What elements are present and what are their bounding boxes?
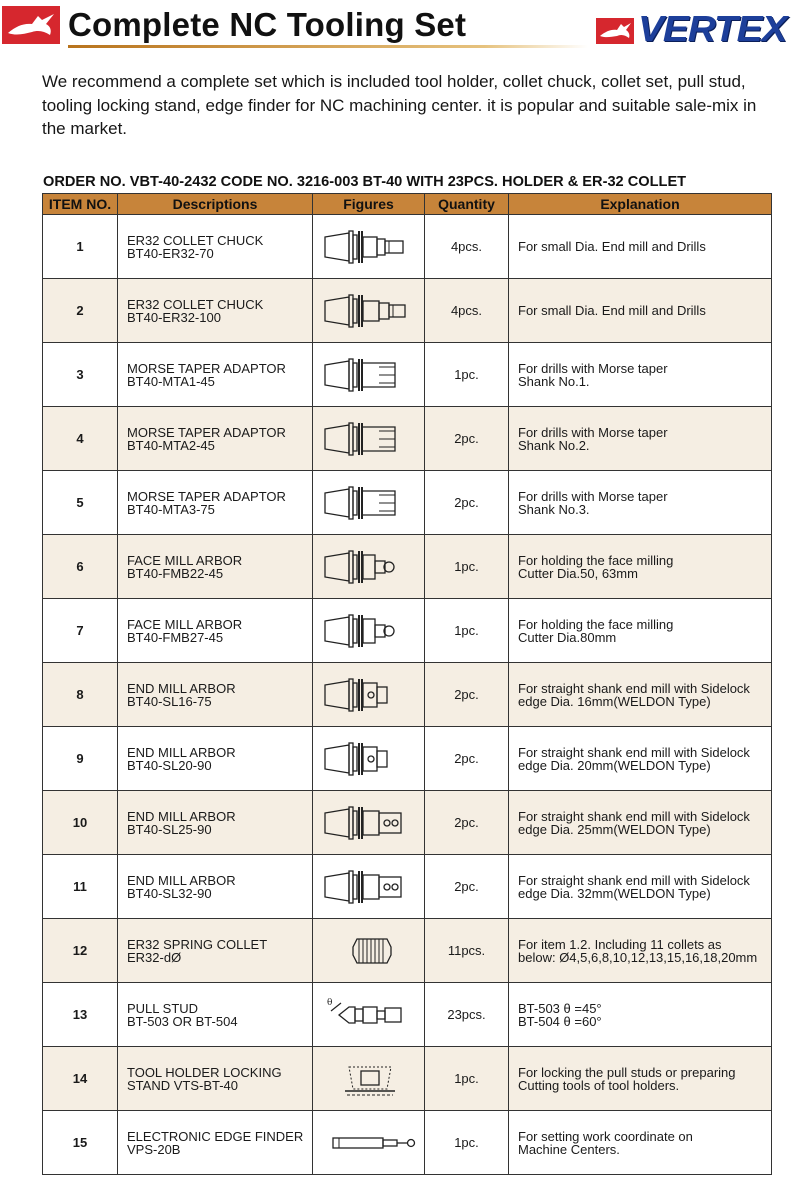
- item-explanation-line-2: edge Dia. 25mm(WELDON Type): [518, 821, 711, 837]
- item-number: 12: [43, 919, 118, 983]
- item-explanation-line-1: For item 1.2. Including 11 collets as: [518, 936, 722, 952]
- item-explanation-line-2: Cutter Dia.50, 63mm: [518, 565, 638, 581]
- item-figure: [313, 855, 425, 919]
- item-explanation-line-1: For drills with Morse taper: [518, 488, 668, 504]
- item-description-line-1: FACE MILL ARBOR: [127, 552, 243, 568]
- item-quantity: 11pcs.: [425, 919, 509, 983]
- item-description-line-2: BT-503 OR BT-504: [127, 1013, 238, 1029]
- item-figure: [313, 599, 425, 663]
- item-description-line-2: BT40-SL25-90: [127, 821, 212, 837]
- item-quantity: 1pc.: [425, 599, 509, 663]
- item-number: 2: [43, 279, 118, 343]
- item-number: 3: [43, 343, 118, 407]
- item-explanation-line-2: Cutter Dia.80mm: [518, 629, 617, 645]
- item-quantity: 2pc.: [425, 791, 509, 855]
- item-description-line-2: BT40-MTA3-75: [127, 501, 215, 517]
- item-description: [118, 1047, 313, 1111]
- item-explanation-line-1: For holding the face milling: [518, 552, 674, 568]
- item-number: 11: [43, 855, 118, 919]
- item-explanation-line-2: Cutting tools of tool holders.: [518, 1077, 680, 1093]
- item-description-line-1: TOOL HOLDER LOCKING: [127, 1064, 282, 1080]
- item-explanation: [509, 279, 772, 343]
- item-explanation-line-1: For straight shank end mill with Sidelock: [518, 744, 750, 760]
- item-figure: [313, 407, 425, 471]
- item-description-line-1: MORSE TAPER ADAPTOR: [127, 424, 286, 440]
- vertex-eagle-icon: [596, 16, 636, 46]
- end-mill-arbor-wide-icon: [319, 863, 419, 911]
- table-row: [43, 471, 772, 535]
- item-explanation-line-1: For locking the pull studs or preparing: [518, 1064, 736, 1080]
- item-explanation-line-1: For straight shank end mill with Sidelock: [518, 680, 750, 696]
- item-description: [118, 279, 313, 343]
- item-description: [118, 983, 313, 1047]
- item-quantity: 1pc.: [425, 1047, 509, 1111]
- item-description: [118, 727, 313, 791]
- item-figure: [313, 791, 425, 855]
- item-figure: [313, 279, 425, 343]
- item-explanation: [509, 215, 772, 279]
- item-explanation-line-1: For straight shank end mill with Sidelock: [518, 872, 750, 888]
- item-explanation-line-2: edge Dia. 16mm(WELDON Type): [518, 693, 711, 709]
- item-explanation-line-2: Shank No.2.: [518, 437, 590, 453]
- item-number: 6: [43, 535, 118, 599]
- intro-paragraph: We recommend a complete set which is included tool holder, collet chuck, collet set, pull stud, tooling locking stand, edge finder for NC machining center. it is popular and suitable sale-mix in the market.: [42, 72, 757, 138]
- table-header-row: [43, 194, 772, 215]
- item-quantity: 2pc.: [425, 727, 509, 791]
- morse-taper-adaptor-icon: [319, 479, 419, 527]
- item-description-line-1: FACE MILL ARBOR: [127, 616, 243, 632]
- item-description-line-1: ER32 COLLET CHUCK: [127, 296, 264, 312]
- column-header-figures: Figures: [313, 194, 425, 215]
- spring-collet-icon: [319, 927, 419, 975]
- item-explanation-line-1: For holding the face milling: [518, 616, 674, 632]
- item-figure: [313, 215, 425, 279]
- eagle-logo-icon: [2, 6, 60, 44]
- face-mill-arbor-icon: [319, 543, 419, 591]
- tooling-table: [42, 193, 772, 1175]
- item-explanation: [509, 1047, 772, 1111]
- item-quantity: 1pc.: [425, 1111, 509, 1175]
- column-header-explanation: Explanation: [509, 194, 772, 215]
- item-description-line-2: STAND VTS-BT-40: [127, 1077, 239, 1093]
- item-description: [118, 663, 313, 727]
- item-description: [118, 1111, 313, 1175]
- item-description-line-2: BT40-FMB27-45: [127, 629, 224, 645]
- item-explanation-line-1: For drills with Morse taper: [518, 360, 668, 376]
- item-figure: [313, 1111, 425, 1175]
- item-figure: [313, 663, 425, 727]
- item-quantity: 4pcs.: [425, 279, 509, 343]
- item-description-line-2: BT40-SL16-75: [127, 693, 212, 709]
- item-description-line-2: VPS-20B: [127, 1141, 181, 1157]
- item-explanation: [509, 535, 772, 599]
- item-figure: [313, 983, 425, 1047]
- item-quantity: 2pc.: [425, 471, 509, 535]
- item-description: [118, 599, 313, 663]
- item-explanation-line-2: edge Dia. 20mm(WELDON Type): [518, 757, 711, 773]
- face-mill-arbor-icon: [319, 607, 419, 655]
- table-row: [43, 983, 772, 1047]
- item-description-line-2: ER32-dØ: [127, 949, 182, 965]
- edge-finder-icon: [319, 1119, 419, 1167]
- locking-stand-icon: [319, 1055, 419, 1103]
- item-quantity: 1pc.: [425, 343, 509, 407]
- item-description-line-1: PULL STUD: [127, 1000, 199, 1016]
- item-number: 1: [43, 215, 118, 279]
- table-row: [43, 407, 772, 471]
- table-row: [43, 855, 772, 919]
- table-row: [43, 599, 772, 663]
- pull-stud-icon: [319, 991, 419, 1039]
- item-number: 13: [43, 983, 118, 1047]
- item-description-line-2: BT40-MTA2-45: [127, 437, 215, 453]
- item-quantity: 2pc.: [425, 855, 509, 919]
- item-explanation: [509, 791, 772, 855]
- column-header-descriptions: Descriptions: [118, 194, 313, 215]
- item-explanation-line-1: For setting work coordinate on: [518, 1128, 693, 1144]
- item-description-line-1: END MILL ARBOR: [127, 680, 236, 696]
- table-row: [43, 535, 772, 599]
- morse-taper-adaptor-icon: [319, 351, 419, 399]
- item-explanation-line-1: For small Dia. End mill and Drills: [518, 239, 706, 254]
- item-description: [118, 407, 313, 471]
- item-explanation: [509, 919, 772, 983]
- item-description-line-1: MORSE TAPER ADAPTOR: [127, 360, 286, 376]
- brand-name: VERTEX: [638, 8, 787, 49]
- order-line: ORDER NO. VBT-40-2432 CODE NO. 3216-003 BT-40 WITH 23PCS. HOLDER & ER-32 COLLET: [43, 174, 687, 190]
- item-figure: [313, 1047, 425, 1111]
- item-figure: [313, 343, 425, 407]
- item-figure: [313, 471, 425, 535]
- page-header: [0, 0, 804, 52]
- end-mill-arbor-icon: [319, 671, 419, 719]
- table-row: [43, 663, 772, 727]
- item-number: 15: [43, 1111, 118, 1175]
- item-number: 14: [43, 1047, 118, 1111]
- item-description: [118, 535, 313, 599]
- page-title: Complete NC Tooling Set: [68, 6, 467, 43]
- item-figure: [313, 727, 425, 791]
- item-description-line-2: BT40-ER32-70: [127, 245, 214, 261]
- item-description: [118, 791, 313, 855]
- end-mill-arbor-wide-icon: [319, 799, 419, 847]
- vertex-logo: [596, 8, 802, 49]
- item-explanation-line-2: below: Ø4,5,6,8,10,12,13,15,16,18,20mm: [518, 949, 758, 965]
- item-description-line-2: BT40-SL20-90: [127, 757, 212, 773]
- item-explanation-line-1: For straight shank end mill with Sidelock: [518, 808, 750, 824]
- item-description-line-2: BT40-MTA1-45: [127, 373, 215, 389]
- table-row: [43, 343, 772, 407]
- svg-text:θ: θ: [326, 997, 332, 1008]
- item-explanation: [509, 471, 772, 535]
- table-row: [43, 919, 772, 983]
- item-description-line-1: END MILL ARBOR: [127, 744, 236, 760]
- item-number: 4: [43, 407, 118, 471]
- item-quantity: 23pcs.: [425, 983, 509, 1047]
- item-explanation-line-2: Machine Centers.: [518, 1141, 620, 1157]
- item-figure: [313, 919, 425, 983]
- item-description-line-2: BT40-FMB22-45: [127, 565, 224, 581]
- table-row: [43, 791, 772, 855]
- item-number: 5: [43, 471, 118, 535]
- item-quantity: 1pc.: [425, 535, 509, 599]
- item-explanation-line-2: Shank No.1.: [518, 373, 590, 389]
- collet-chuck-long-icon: [319, 287, 419, 335]
- item-explanation: [509, 663, 772, 727]
- item-explanation-line-2: edge Dia. 32mm(WELDON Type): [518, 885, 711, 901]
- item-number: 7: [43, 599, 118, 663]
- item-explanation-line-1: For drills with Morse taper: [518, 424, 668, 440]
- item-description: [118, 471, 313, 535]
- item-description: [118, 855, 313, 919]
- collet-chuck-icon: [319, 223, 419, 271]
- item-description-line-1: ELECTRONIC EDGE FINDER: [127, 1128, 304, 1144]
- morse-taper-adaptor-icon: [319, 415, 419, 463]
- table-row: [43, 215, 772, 279]
- table-row: [43, 727, 772, 791]
- column-header-quantity: Quantity: [425, 194, 509, 215]
- item-description-line-2: BT40-SL32-90: [127, 885, 212, 901]
- item-explanation-line-2: BT-504 θ =60°: [518, 1013, 602, 1029]
- item-quantity: 2pc.: [425, 663, 509, 727]
- item-description-line-1: END MILL ARBOR: [127, 872, 236, 888]
- item-description-line-1: END MILL ARBOR: [127, 808, 236, 824]
- item-explanation-line-1: For small Dia. End mill and Drills: [518, 303, 706, 318]
- item-description-line-1: ER32 COLLET CHUCK: [127, 232, 264, 248]
- item-explanation: [509, 727, 772, 791]
- item-explanation: [509, 1111, 772, 1175]
- item-explanation: [509, 983, 772, 1047]
- item-description: [118, 919, 313, 983]
- column-header-item-no: ITEM NO.: [43, 194, 118, 215]
- item-description: [118, 215, 313, 279]
- item-description-line-2: BT40-ER32-100: [127, 309, 221, 325]
- item-number: 10: [43, 791, 118, 855]
- item-figure: [313, 535, 425, 599]
- item-description-line-1: MORSE TAPER ADAPTOR: [127, 488, 286, 504]
- item-number: 8: [43, 663, 118, 727]
- item-description-line-1: ER32 SPRING COLLET: [127, 936, 268, 952]
- table-row: [43, 1111, 772, 1175]
- item-number: 9: [43, 727, 118, 791]
- end-mill-arbor-icon: [319, 735, 419, 783]
- item-explanation-line-1: BT-503 θ =45°: [518, 1000, 602, 1016]
- item-explanation: [509, 407, 772, 471]
- item-explanation: [509, 343, 772, 407]
- table-row: [43, 1047, 772, 1111]
- title-underline: [68, 45, 588, 48]
- item-quantity: 2pc.: [425, 407, 509, 471]
- item-quantity: 4pcs.: [425, 215, 509, 279]
- item-description: [118, 343, 313, 407]
- item-explanation: [509, 855, 772, 919]
- table-row: [43, 279, 772, 343]
- item-explanation-line-2: Shank No.3.: [518, 501, 590, 517]
- item-explanation: [509, 599, 772, 663]
